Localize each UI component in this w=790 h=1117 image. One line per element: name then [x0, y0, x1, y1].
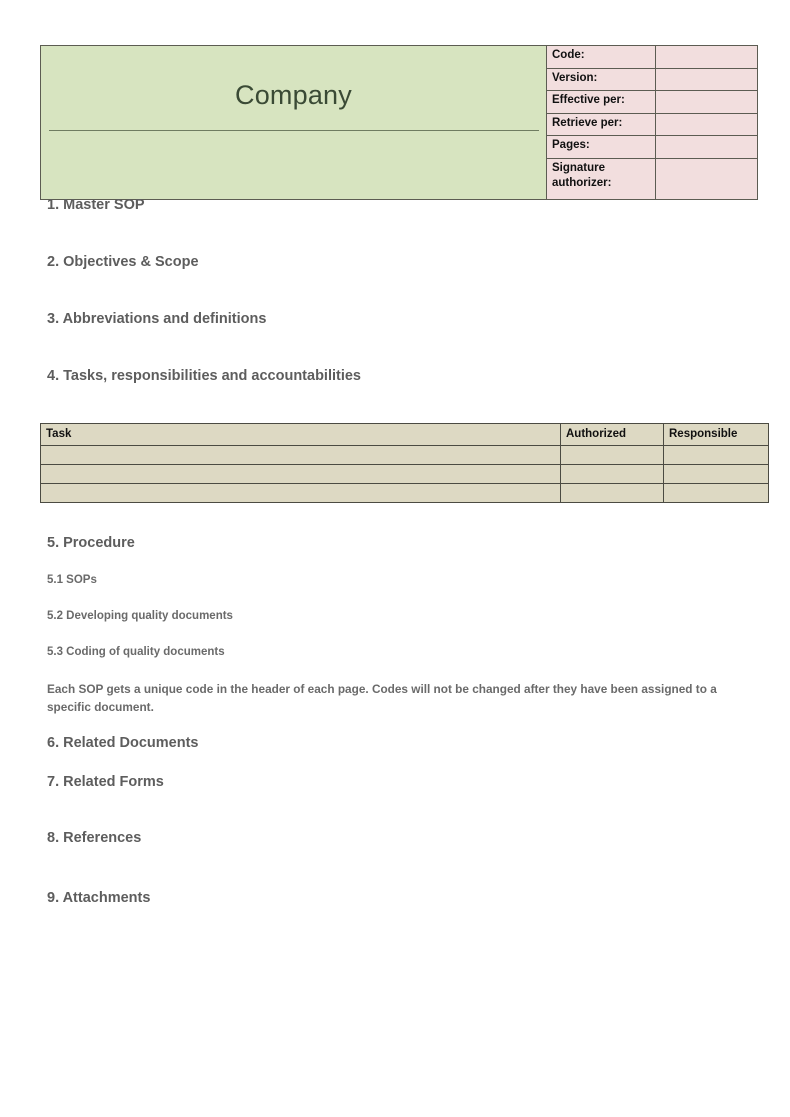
meta-value-retrieve-per[interactable]	[656, 113, 758, 136]
document-header-table	[40, 45, 758, 200]
subsection-heading-developing-quality-documents: 5.2 Developing quality documents	[47, 610, 233, 622]
task-cell[interactable]	[41, 446, 561, 465]
section-heading-procedure: 5. Procedure	[47, 535, 135, 551]
section-heading-attachments: 9. Attachments	[47, 890, 151, 906]
section-heading-references: 8. References	[47, 830, 142, 846]
meta-label-code: Code:	[547, 46, 656, 69]
table-row	[41, 446, 769, 465]
meta-value-code[interactable]	[656, 46, 758, 69]
meta-value-signature-authorizer[interactable]	[656, 158, 758, 199]
procedure-body-paragraph: Each SOP gets a unique code in the header of each page. Codes will not be changed after they have been assigned to a specific document.	[47, 682, 717, 714]
section-heading-abbreviations: 3. Abbreviations and definitions	[47, 311, 267, 327]
authorized-cell[interactable]	[561, 446, 664, 465]
responsible-cell[interactable]	[664, 465, 769, 484]
meta-value-version[interactable]	[656, 68, 758, 91]
table-row	[41, 484, 769, 503]
authorized-cell[interactable]	[561, 484, 664, 503]
subsection-heading-sops: 5.1 SOPs	[47, 574, 97, 586]
task-table-col-responsible: Responsible	[664, 424, 769, 446]
meta-label-version: Version:	[547, 68, 656, 91]
meta-label-signature-authorizer: Signature authorizer:	[547, 158, 656, 199]
section-heading-related-forms: 7. Related Forms	[47, 774, 164, 790]
company-title-cell	[41, 46, 547, 200]
task-cell[interactable]	[41, 484, 561, 503]
meta-value-effective-per[interactable]	[656, 91, 758, 114]
task-table-header-row	[41, 424, 769, 446]
table-row	[41, 465, 769, 484]
meta-label-pages: Pages:	[547, 136, 656, 159]
meta-value-pages[interactable]	[656, 136, 758, 159]
task-table-col-authorized: Authorized	[561, 424, 664, 446]
section-heading-tasks-responsibilities: 4. Tasks, responsibilities and accountabilities	[47, 368, 362, 384]
task-responsibility-table	[40, 423, 769, 503]
header-row-code	[41, 46, 758, 69]
company-divider-rule	[49, 130, 539, 131]
responsible-cell[interactable]	[664, 484, 769, 503]
authorized-cell[interactable]	[561, 465, 664, 484]
subsection-heading-coding-quality-documents: 5.3 Coding of quality documents	[47, 646, 225, 658]
meta-label-retrieve-per: Retrieve per:	[547, 113, 656, 136]
section-heading-objectives-scope: 2. Objectives & Scope	[47, 254, 199, 270]
meta-label-effective-per: Effective per:	[547, 91, 656, 114]
task-cell[interactable]	[41, 465, 561, 484]
section-heading-master-sop: 1. Master SOP	[47, 197, 145, 213]
company-name: Company	[235, 80, 352, 110]
section-heading-related-documents: 6. Related Documents	[47, 735, 199, 751]
task-table-col-task: Task	[41, 424, 561, 446]
responsible-cell[interactable]	[664, 446, 769, 465]
